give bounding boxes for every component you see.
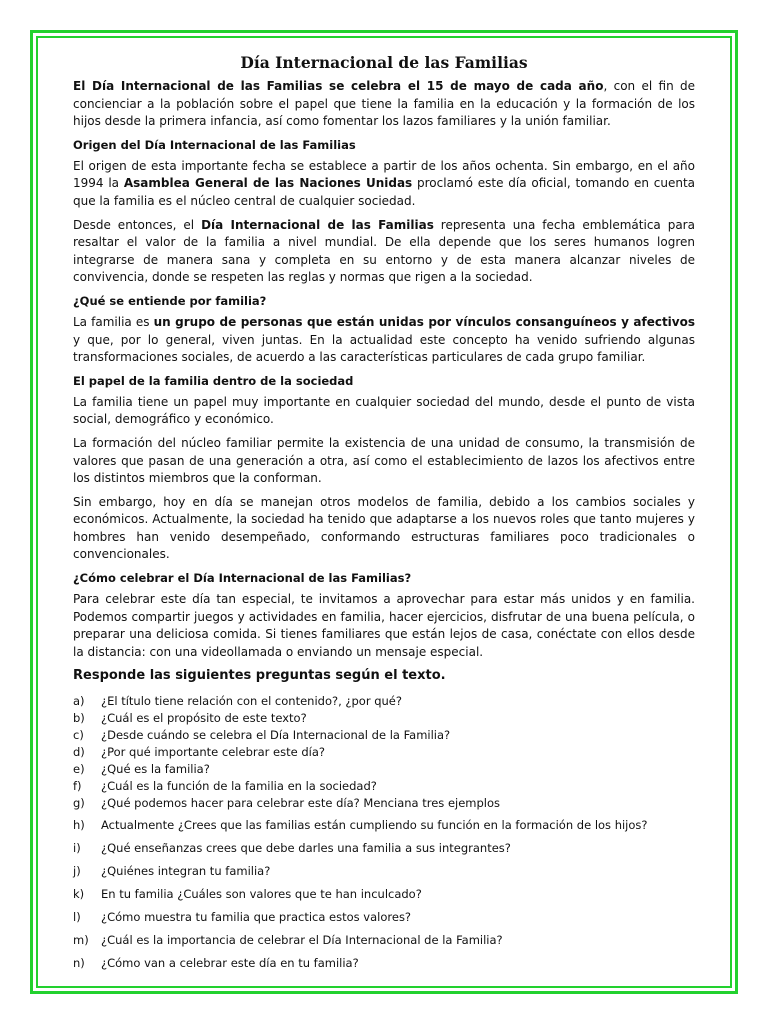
question-letter: n) bbox=[73, 956, 85, 971]
question-letter: d) bbox=[73, 745, 85, 760]
question-item bbox=[73, 909, 695, 926]
question-item bbox=[73, 710, 695, 727]
question-item bbox=[73, 693, 695, 710]
question-text: ¿El título tiene relación con el contenido?, ¿por qué? bbox=[101, 694, 402, 709]
question-text: ¿Por qué importante celebrar este día? bbox=[101, 745, 325, 760]
meaning-bold: un grupo de personas que están unidas por vínculos consanguíneos y afectivos bbox=[153, 314, 696, 329]
question-letter: k) bbox=[73, 887, 85, 902]
question-item bbox=[73, 778, 695, 795]
role-paragraph-3: Sin embargo, hoy en día se manejan otros modelos de familia, debido a los cambios sociales y económicos. Actualmente, la sociedad ha tenido que adaptarse a los nuevos roles que tanto mujeres y hombres han venido desempeñado, conformando estructuras familiares poco tradicionales o convencionales. bbox=[73, 494, 695, 562]
question-item bbox=[73, 795, 695, 812]
role-paragraph-2: La formación del núcleo familiar permite la existencia de una unidad de consumo, la transmisión de valores que pasan de una generación a otra, así como el establecimiento de lazos los afectivos entre los distintos miembros que la conforman. bbox=[73, 435, 695, 486]
question-text: En tu familia ¿Cuáles son valores que te han inculcado? bbox=[101, 887, 422, 902]
question-text: ¿Cómo van a celebrar este día en tu familia? bbox=[101, 956, 359, 971]
origin-p2-text-a: Desde entonces, el bbox=[73, 217, 202, 232]
question-text: ¿Cuál es la función de la familia en la sociedad? bbox=[101, 779, 377, 794]
question-text: ¿Qué es la familia? bbox=[101, 762, 210, 777]
role-paragraph-1: La familia tiene un papel muy importante en cualquier sociedad del mundo, desde el punto de vista social, demográfico y económico. bbox=[73, 394, 695, 427]
meaning-paragraph bbox=[73, 314, 695, 367]
question-letter: i) bbox=[73, 841, 81, 856]
question-item bbox=[73, 932, 695, 949]
question-item bbox=[73, 886, 695, 903]
question-text: ¿Cuál es el propósito de este texto? bbox=[101, 711, 307, 726]
question-letter: g) bbox=[73, 796, 85, 811]
meaning-text-a: La familia es bbox=[73, 314, 154, 329]
question-item bbox=[73, 744, 695, 761]
intro-bold: El Día Internacional de las Familias se celebra el 15 de mayo de cada año bbox=[73, 79, 604, 93]
intro-text: , con el fin de concienciar a la población sobre el papel que tiene la familia en la educación y la formación de los hijos desde la primera infancia, así como fomentar los lazos familiares y la unión familiar. bbox=[73, 79, 695, 129]
origin-paragraph-1 bbox=[73, 158, 695, 211]
question-item bbox=[73, 817, 695, 834]
question-letter: l) bbox=[73, 910, 81, 925]
question-text: ¿Quiénes integran tu familia? bbox=[101, 864, 271, 879]
question-letter: f) bbox=[73, 779, 82, 794]
question-letter: j) bbox=[73, 864, 81, 879]
question-item bbox=[73, 761, 695, 778]
role-heading: El papel de la familia dentro de la sociedad bbox=[73, 373, 354, 388]
question-item bbox=[73, 727, 695, 744]
meaning-heading: ¿Qué se entiende por familia? bbox=[73, 293, 267, 308]
question-text: ¿Cuál es la importancia de celebrar el Día Internacional de la Familia? bbox=[101, 933, 503, 948]
origin-p1-text-a: El origen de esta importante fecha se establece a partir de los años ochenta. Sin embargo, en el año 1994 la bbox=[73, 158, 695, 191]
document-body bbox=[73, 52, 695, 972]
questions-heading: Responde las siguientes preguntas según el texto. bbox=[73, 668, 446, 684]
question-letter: h) bbox=[73, 818, 85, 833]
question-letter: e) bbox=[73, 762, 85, 777]
question-item bbox=[73, 863, 695, 880]
question-letter: a) bbox=[73, 694, 85, 709]
origin-p2-bold: Día Internacional de las Familias bbox=[201, 217, 434, 232]
question-text: Actualmente ¿Crees que las familias están cumpliendo su función en la formación de los hijos? bbox=[101, 818, 648, 833]
question-text: ¿Qué podemos hacer para celebrar este día? Menciana tres ejemplos bbox=[101, 796, 501, 811]
origin-p1-bold: Asamblea General de las Naciones Unidas bbox=[123, 176, 413, 191]
question-letter: b) bbox=[73, 711, 85, 726]
question-item bbox=[73, 840, 695, 857]
origin-p2-text-b: representa una fecha emblemática para resaltar el valor de la familia a nivel mundial. De ella depende que los seres humanos logren integrarse de manera sana y completa en su entorno y de esta manera alcanzar niveles de convivencia, donde se respeten las reglas y normas que rigen a la sociedad. bbox=[73, 217, 695, 285]
question-letter: c) bbox=[73, 728, 84, 743]
celebrate-heading: ¿Cómo celebrar el Día Internacional de las Familias? bbox=[73, 571, 412, 586]
question-text: ¿Desde cuándo se celebra el Día Internacional de la Familia? bbox=[101, 728, 451, 743]
intro-paragraph bbox=[73, 78, 695, 131]
document-title: Día Internacional de las Familias bbox=[240, 53, 528, 72]
origin-paragraph-2 bbox=[73, 217, 695, 287]
origin-heading: Origen del Día Internacional de las Familias bbox=[73, 137, 356, 152]
celebrate-paragraph: Para celebrar este día tan especial, te invitamos a aprovechar para estar más unidos y en familia. Podemos compartir juegos y actividades en familia, hacer ejercicios, disfrutar de una buena película, o preparar una deliciosa comida. Si tienes familiares que están lejos de casa, conéctate con ellos desde la distancia: con una videollamada o enviando un mensaje especial. bbox=[73, 592, 695, 659]
origin-p1-text-b: proclamó este día oficial, tomando en cuenta que la familia es el núcleo central de cualquier sociedad. bbox=[73, 176, 696, 208]
meaning-text-b: y que, por lo general, viven juntas. En la actualidad este concepto ha venido sufriendo algunas transformaciones sociales, de acuerdo a las características particulares de cada grupo familiar. bbox=[73, 332, 695, 365]
questions-list bbox=[73, 693, 695, 972]
question-letter: m) bbox=[73, 933, 89, 948]
question-text: ¿Cómo muestra tu familia que practica estos valores? bbox=[101, 910, 412, 925]
question-item bbox=[73, 955, 695, 972]
question-text: ¿Qué enseñanzas crees que debe darles una familia a sus integrantes? bbox=[101, 841, 511, 856]
